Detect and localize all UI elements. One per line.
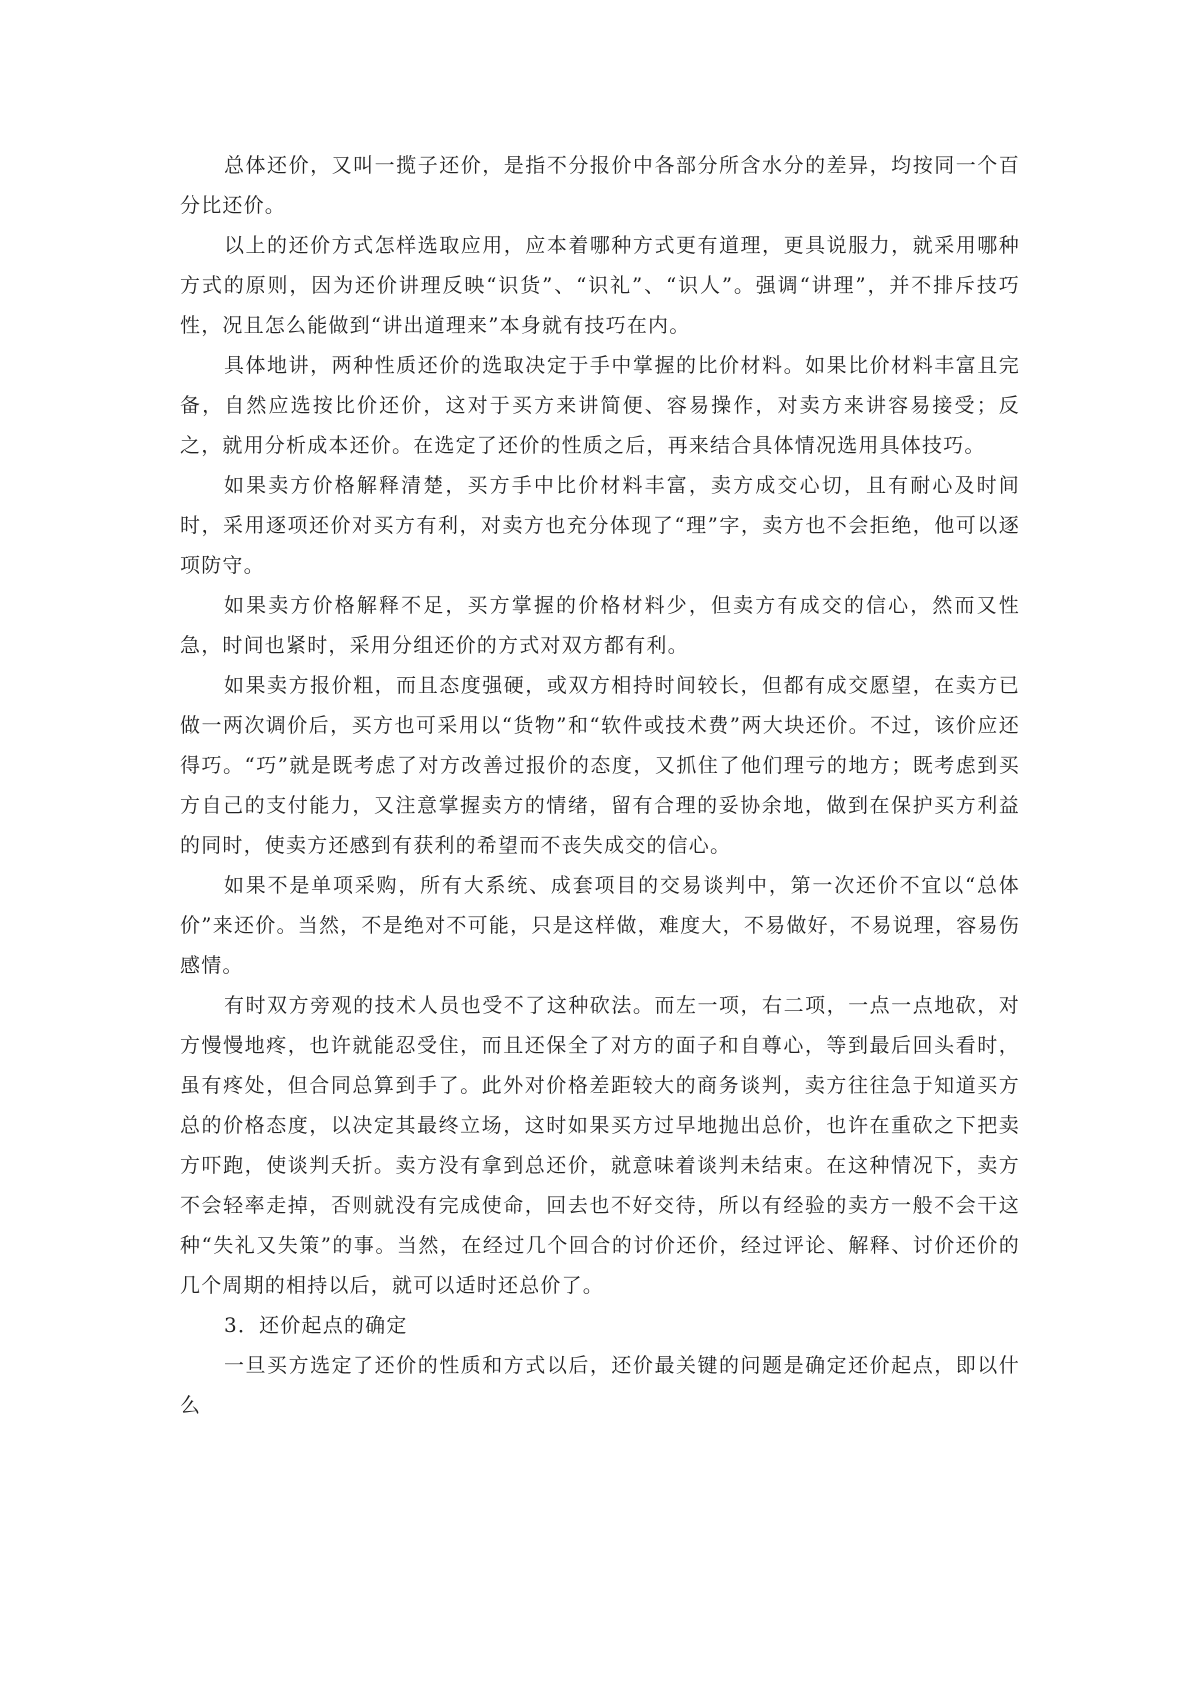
paragraph-grouped-counteroffer: 如果卖方价格解释不足，买方掌握的价格材料少，但卖方有成交的信心，然而又性急，时间也紧时，采用分组还价的方式对双方都有利。 — [180, 593, 1020, 657]
section-heading: 3．还价起点的确定 — [224, 1313, 408, 1337]
paragraph-total-price-caution: 如果不是单项采购，所有大系统、成套项目的交易谈判中，第一次还价不宜以“总体价”来还价。当然，不是绝对不可能，只是这样做，难度大，不易做好，不易说理，容易伤感情。 — [180, 873, 1020, 977]
paragraph-itemized-counteroffer: 如果卖方价格解释清楚，买方手中比价材料丰富，卖方成交心切，且有耐心及时间时，采用逐项还价对买方有利，对卖方也充分体现了“理”字，卖方也不会拒绝，他可以逐项防守。 — [180, 473, 1020, 577]
paragraph-incremental-cutting: 有时双方旁观的技术人员也受不了这种砍法。而左一项，右二项，一点一点地砍，对方慢慢地疼，也许就能忍受住，而且还保全了对方的面子和自尊心，等到最后回头看时，虽有疼处，但合同总算到手了。此外对价格差距较大的商务谈判，卖方往往急于知道买方总的价格态度，以决定其最终立场，这时如果买方过早地抛出总价，也许在重砍之下把卖方吓跑，使谈判夭折。卖方没有拿到总还价，就意味着谈判未结束。在这种情况下，卖方不会轻率走掉，否则就没有完成使命，回去也不好交待，所以有经验的卖方一般不会干这种“失礼又失策”的事。当然，在经过几个回合的讨价还价，经过评论、解释、讨价还价的几个周期的相持以后，就可以适时还总价了。 — [180, 993, 1020, 1297]
paragraph-starting-point: 一旦买方选定了还价的性质和方式以后，还价最关键的问题是确定还价起点，即以什么 — [180, 1353, 1020, 1417]
paragraph-comparison-materials: 具体地讲，两种性质还价的选取决定于手中掌握的比价材料。如果比价材料丰富且完备，自然应选按比价还价，这对于买方来讲简便、容易操作，对卖方来讲容易接受；反之，就用分析成本还价。在选定了还价的性质之后，再来结合具体情况选用具体技巧。 — [180, 353, 1020, 457]
paragraph-method-selection: 以上的还价方式怎样选取应用，应本着哪种方式更有道理，更具说服力，就采用哪种方式的原则，因为还价讲理反映“识货”、“识礼”、“识人”。强调“讲理”，并不排斥技巧性，况且怎么能做到“讲出道理来”本身就有技巧在内。 — [180, 233, 1020, 337]
paragraph-two-block-counteroffer: 如果卖方报价粗，而且态度强硬，或双方相持时间较长，但都有成交愿望，在卖方已做一两次调价后，买方也可采用以“货物”和“软件或技术费”两大块还价。不过，该价应还得巧。“巧”就是既考虑了对方改善过报价的态度，又抓住了他们理亏的地方；既考虑到买方自己的支付能力，又注意掌握卖方的情绪，留有合理的妥协余地，做到在保护买方利益的同时，使卖方还感到有获利的希望而不丧失成交的信心。 — [180, 673, 1020, 857]
paragraph-overall-counteroffer: 总体还价，又叫一揽子还价，是指不分报价中各部分所含水分的差异，均按同一个百分比还价。 — [180, 153, 1020, 217]
